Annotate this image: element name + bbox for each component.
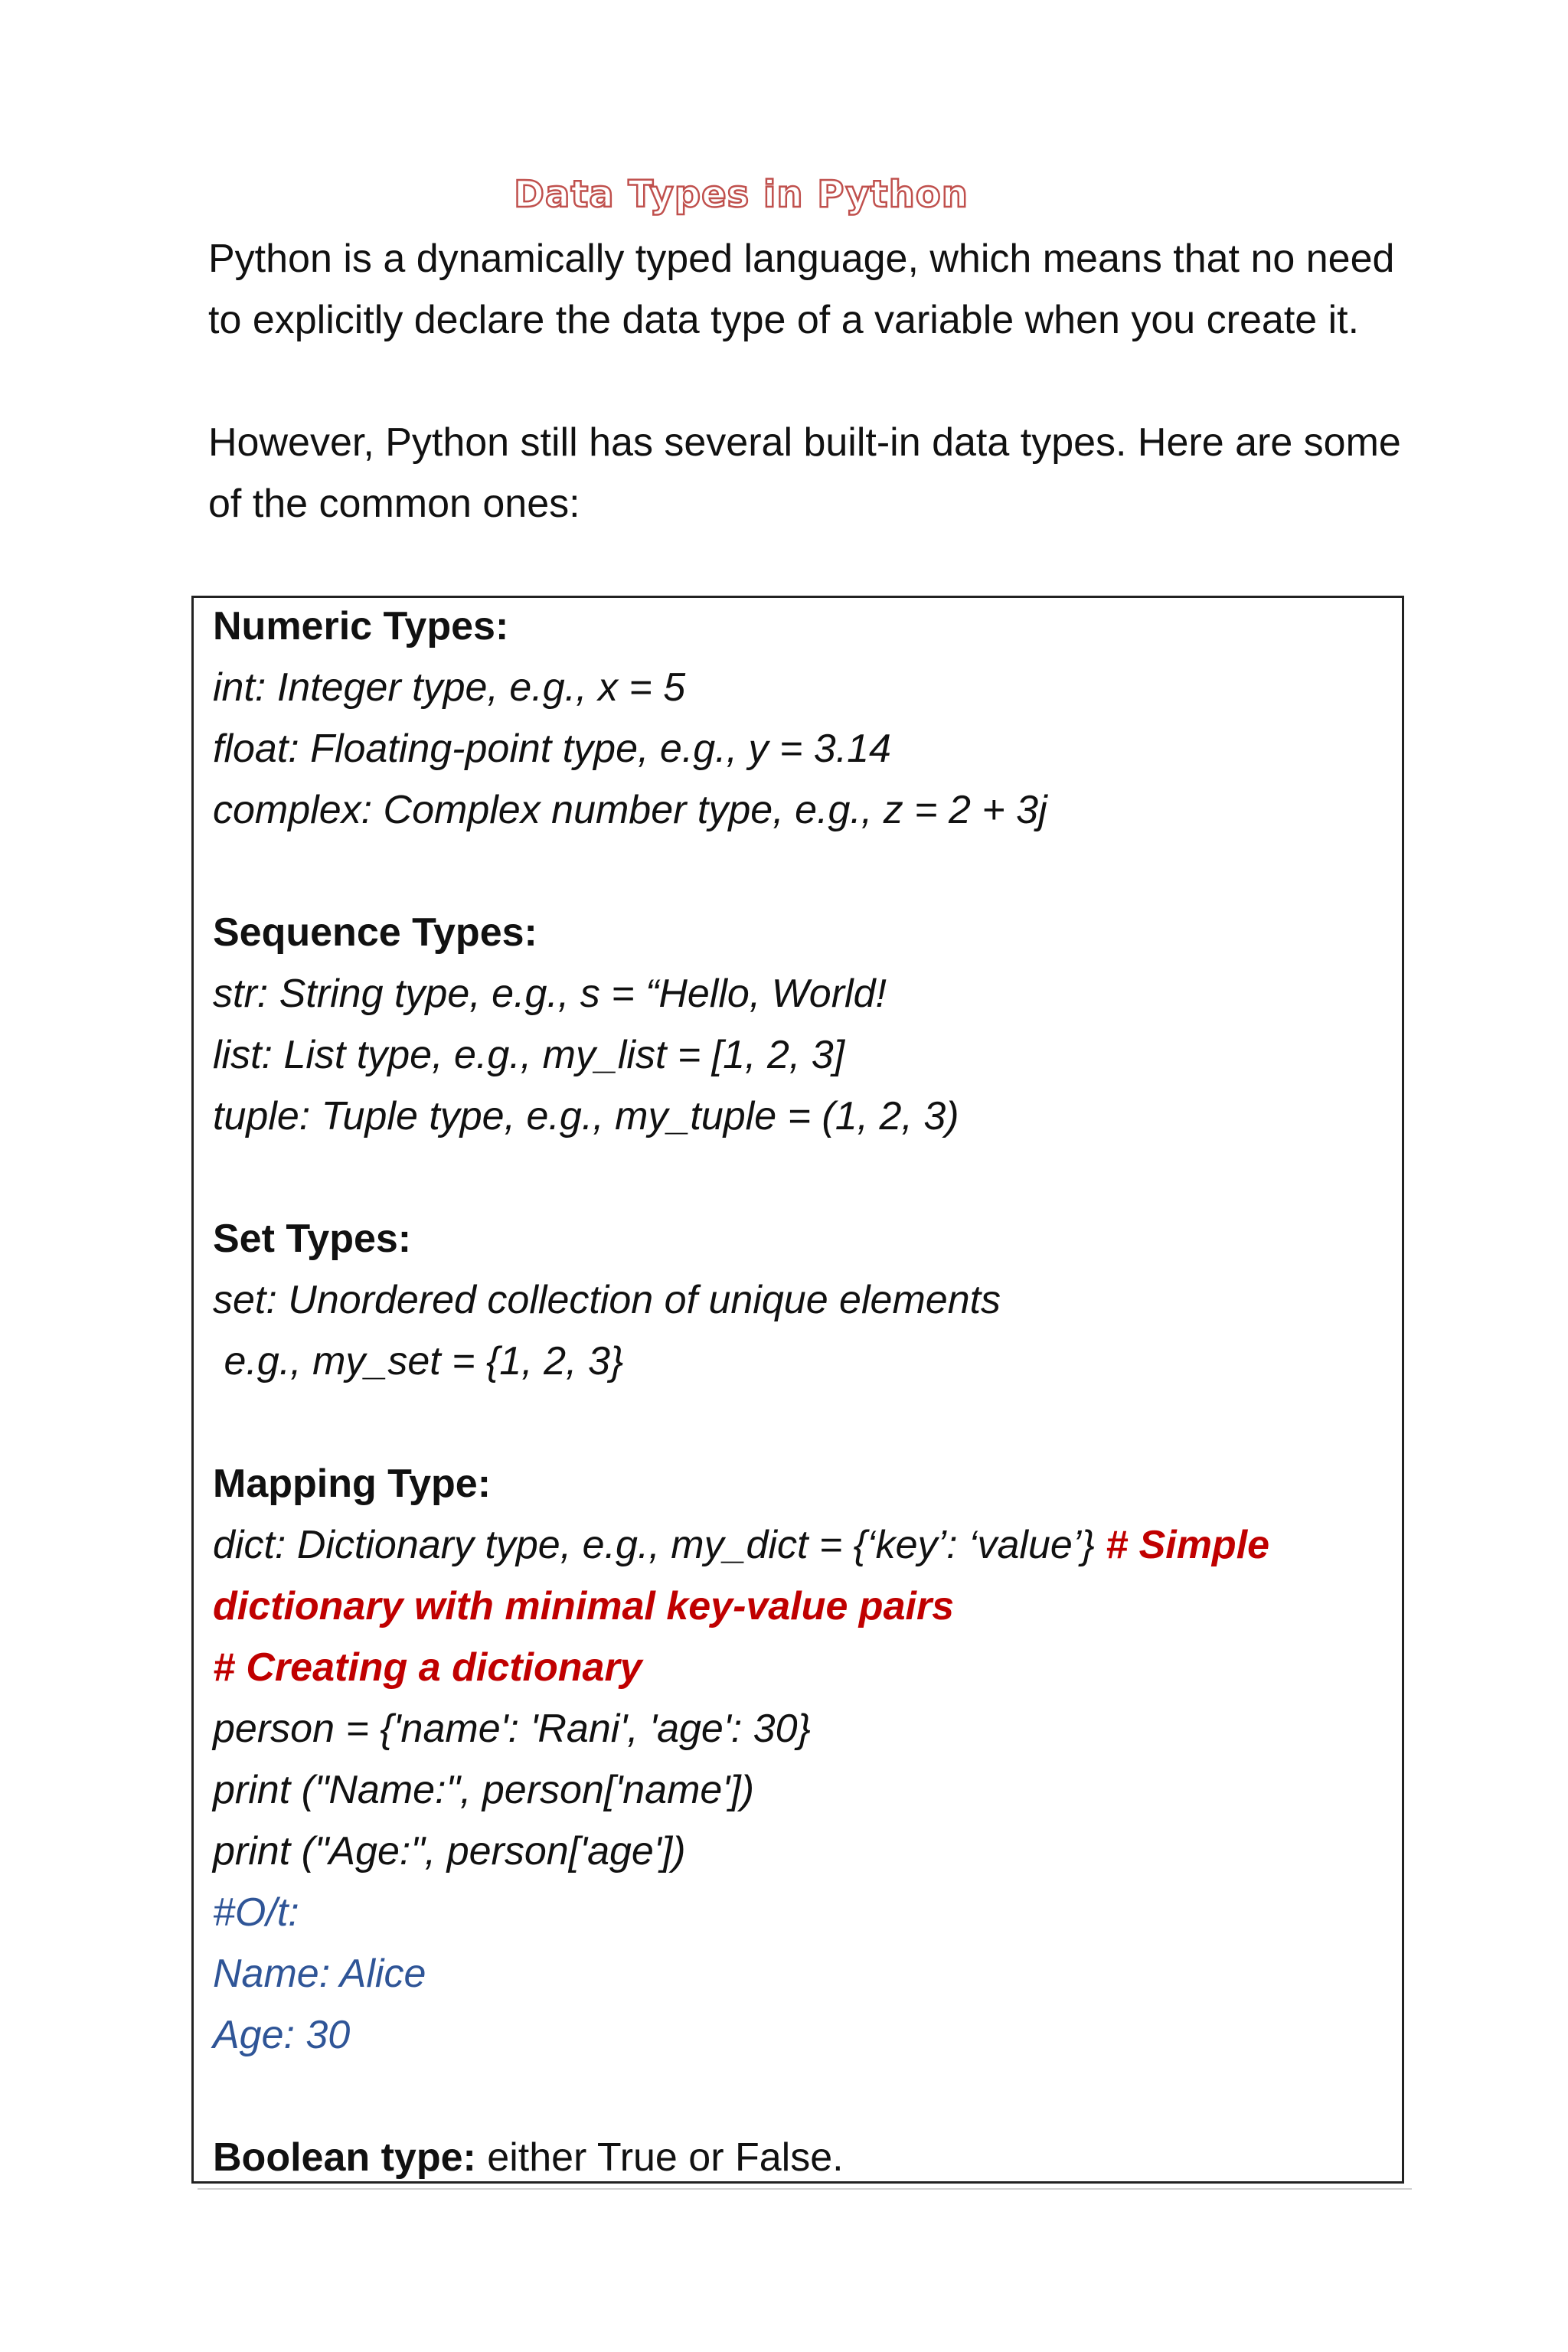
output-name: Name: Alice [213,1952,426,1996]
code-line-print-age: print ("Age:", person['age']) [213,1829,686,1873]
code-line-person: person = {'name': 'Rani', 'age': 30} [213,1707,811,1751]
set-types-heading: Set Types: [213,1217,412,1261]
mapping-dict-line [213,1514,1269,1576]
set-description-line: set: Unordered collection of unique elements [213,1278,1001,1322]
numeric-complex-line: complex: Complex number type, e.g., z = 2 + 3j [213,788,1047,832]
dict-comment-end: dictionary with minimal key-value pairs [213,1584,955,1628]
sequence-str-line: str: String type, e.g., s = “Hello, World! [213,972,887,1016]
boolean-heading: Boolean type: [213,2135,476,2180]
boolean-text: either True or False. [475,2135,844,2180]
intro-paragraph-2: However, Python still has several built-in data types. Here are some of the common ones: [208,420,1401,526]
code-line-print-name: print ("Name:", person['name']) [213,1768,755,1812]
create-dict-comment: # Creating a dictionary [213,1645,642,1690]
sequence-list-line: list: List type, e.g., my_list = [1, 2, 3] [213,1033,845,1077]
output-age: Age: 30 [213,2013,351,2057]
mapping-type-heading: Mapping Type: [213,1462,492,1506]
sequence-tuple-line: tuple: Tuple type, e.g., my_tuple = (1, 2, 3) [213,1094,959,1138]
dict-comment-start: # Simple [1094,1523,1270,1567]
output-label: #O/t: [213,1890,299,1935]
dict-code: dict: Dictionary type, e.g., my_dict = {‘key’: ‘value’} [213,1523,1095,1567]
intro-paragraph-1: Python is a dynamically typed language, which means that no need to explicitly declare the data type of a variable when you create it. [208,237,1395,342]
numeric-int-line: int: Integer type, e.g., x = 5 [213,665,686,710]
set-example-line: e.g., my_set = {1, 2, 3} [213,1339,624,1383]
box-divider [198,2188,1412,2190]
numeric-types-heading: Numeric Types: [213,604,509,648]
sequence-types-heading: Sequence Types: [213,910,537,955]
page-title: Data Types in Python [514,173,969,216]
numeric-float-line: float: Floating-point type, e.g., y = 3.14 [213,727,891,771]
boolean-line [213,2127,844,2188]
